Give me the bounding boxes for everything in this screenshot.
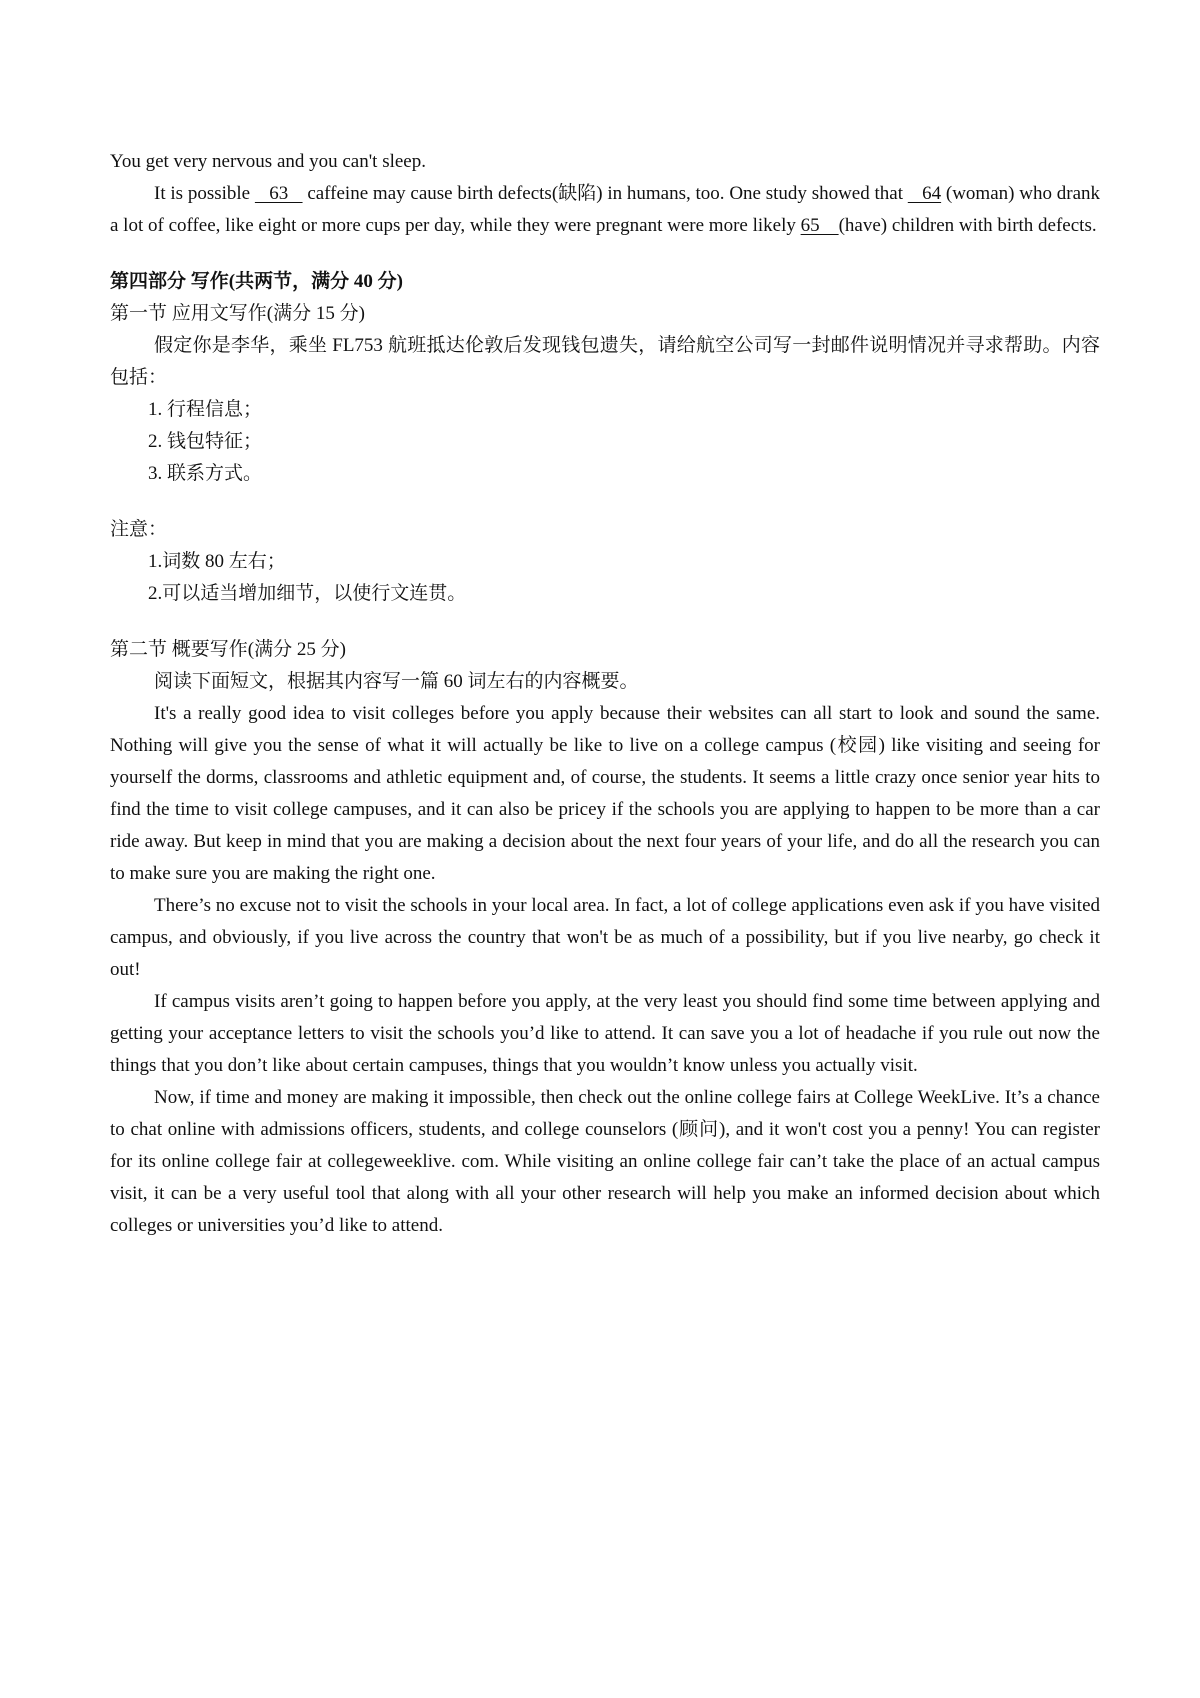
spacer — [110, 610, 1100, 634]
text-fragment: (woman) who drank a lot of coffee, like eight or more cups per day, while they were pregnant were more likely — [110, 183, 1101, 236]
blank-64: 64 — [907, 183, 942, 204]
passage-line: You get very nervous and you can't sleep. — [110, 151, 426, 172]
section1-prompt: 假定你是李华，乘坐 FL753 航班抵达伦敦后发现钱包遗失，请给航空公司写一封邮件说明情况并寻求帮助。内容包括： — [110, 335, 1100, 388]
list-item: 1. 行程信息； — [148, 399, 263, 420]
note-item: 2.可以适当增加细节，以使行文连贯。 — [148, 583, 467, 604]
part4-heading: 第四部分 写作(共两节，满分 40 分) — [110, 271, 403, 292]
passage-paragraph — [110, 178, 1100, 242]
note-item: 1.词数 80 左右； — [148, 551, 286, 572]
section2-prompt: 阅读下面短文，根据其内容写一篇 60 词左右的内容概要。 — [154, 671, 639, 692]
spacer — [110, 490, 1100, 514]
blank-65: 65 — [800, 215, 839, 236]
summary-passage-paragraph: It's a really good idea to visit colleges before you apply because their websites can all start to look and sound the same. Nothing will give you the sense of what it will actually be like to live on a college campus (校园) like visiting and seeing for yourself the dorms, classrooms and athletic equipment and, of course, the students. It seems a little crazy once senior year hits to find the time to visit college campuses, and it can also be pricey if the schools you are applying to happen to be more than a car ride away. But keep in mind that you are making a decision about the next four years of your life, and do all the research you can to make sure you are making the right one. — [110, 703, 1100, 884]
text-fragment: It is possible — [154, 183, 255, 204]
section2-title: 第二节 概要写作(满分 25 分) — [110, 639, 346, 660]
summary-passage-paragraph: Now, if time and money are making it impossible, then check out the online college fairs at College WeekLive. It’s a chance to chat online with admissions officers, students, and college counselors (顾问), and it won't cost you a penny! You can register for its online college fair at collegeweeklive. com. While visiting an online college fair can’t take the place of an actual campus visit, it can be a very useful tool that along with all your other research will help you make an informed decision about which colleges or universities you’d like to attend. — [110, 1087, 1100, 1236]
blank-63: 63 — [254, 183, 303, 204]
summary-passage-paragraph: There’s no excuse not to visit the schools in your local area. In fact, a lot of college applications even ask if you have visited campus, and obviously, if you live across the country that won't be as much of a possibility, but if you live nearby, go check it out! — [110, 895, 1100, 980]
note-label: 注意： — [110, 519, 168, 540]
text-fragment: (have) children with birth defects. — [838, 215, 1097, 236]
exam-page — [110, 146, 1100, 1242]
summary-passage-paragraph: If campus visits aren’t going to happen before you apply, at the very least you should find some time between applying and getting your acceptance letters to visit the schools you’d like to attend. It can save you a lot of headache if you rule out now the things that you don’t like about certain campuses, things that you wouldn’t know unless you actually visit. — [110, 991, 1100, 1076]
text-fragment: caffeine may cause birth defects(缺陷) in humans, too. One study showed that — [302, 183, 908, 204]
list-item: 3. 联系方式。 — [148, 463, 263, 484]
section1-title: 第一节 应用文写作(满分 15 分) — [110, 303, 365, 324]
spacer — [110, 242, 1100, 266]
list-item: 2. 钱包特征； — [148, 431, 263, 452]
